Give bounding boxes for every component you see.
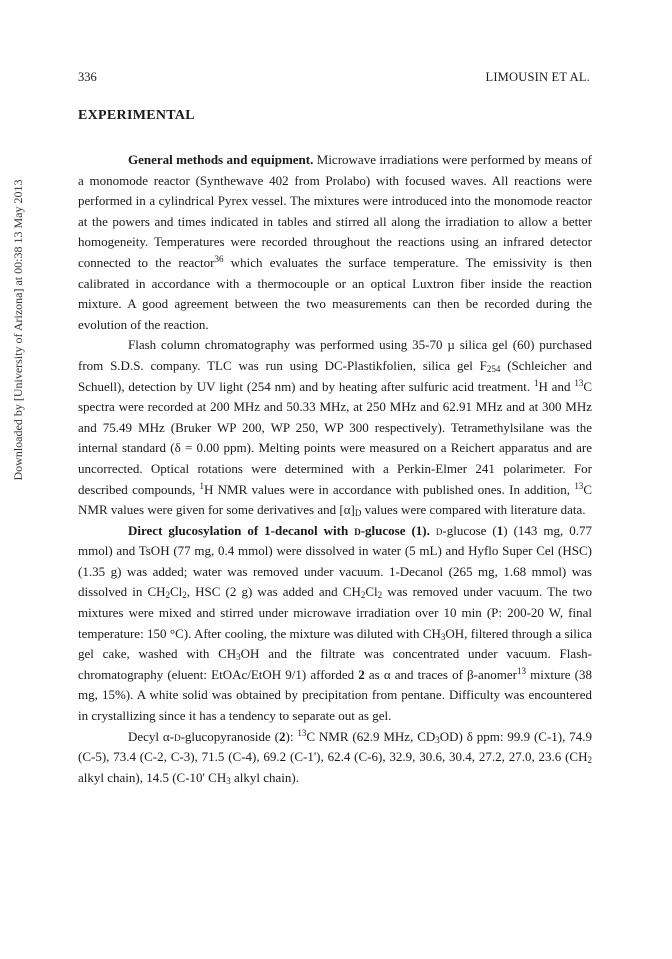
paragraph-glucosylation: Direct glucosylation of 1-decanol with d-glucose (1). d-glucose (1) (143 mg, 0.77 mmol) and TsOH (77 mg, 0.4 mmol) were dissolved in water (5 mL) and Hyflo Super Cel (HSC) (1.35 g) was added; water was removed under vacuum. 1-Decanol (265 mg, 1.68 mmol) was dissolved in $CH_2Cl_2$, HSC (2 g) was added and $CH_2Cl_2$ was removed under vacuum. The two mixtures were mixed and stirred under microwave irradiation over 10 min (P: 200-20 W, final temperature: 150 °C). After cooling, the mixture was diluted with $CH_3OH$, filtered through a silica gel cake, washed with $CH_3OH$ and the filtrate was concentrated under vacuum. Flash-chromatography (eluent: EtOAc/EtOH 9/1) afforded 2 as α and traces of β-anomer$^{13}$ mixture (38 mg, 15%). A white solid was obtained by precipitation from pentane. Difficulty was encountered in crystallizing since it has a tendency to separate out as gel. — [78, 522, 593, 724]
article-body — [78, 150, 592, 788]
paragraph-chromatography: Flash column chromatography was performed using 35-70 µ silica gel (60) purchased from S.D.S. company. TLC was run using DC-Plastikfolien, silica gel $F_{254}$ (Schleicher and Schuell), detection by UV light (254 nm) and by heating after sulfuric acid treatment. $^1$H and $^{13}$C spectra were recorded at 200 MHz and 50.33 MHz, at 250 MHz and 62.91 MHz and at 300 MHz and 75.49 MHz (Bruker WP 200, WP 250, WP 300 respectively). Tetramethylsilane was the internal standard (δ = 0.00 ppm). Melting points were measured on a Reichert apparatus and are uncorrected. Optical rotations were determined with a Perkin-Elmer 241 polarimeter. For described compounds, $^1$H NMR values were in accordance with published ones. In addition, $^{13}$C NMR values were given for some derivatives and $[\alpha]_D$ values were compared with literature data. — [78, 337, 592, 519]
page-number: 336 — [78, 70, 97, 84]
paragraph-compound-data: Decyl α-d-glucopyranoside (2): $^{13}$C NMR (62.9 MHz, $CD_3OD$) δ ppm: 99.9 (C-1), 74.9 (C-5), 73.4 (C-2, C-3), 71.5 (C-4), 69.2 (C-1'), 62.4 (C-6), 32.9, 30.6, 30.4, 27.2, 27.0, 23.6 ($CH_2$ alkyl chain), 14.5 (C-10' $CH_3$ alkyl chain). — [78, 727, 592, 786]
running-head: LIMOUSIN ET AL. — [485, 70, 590, 84]
section-title: EXPERIMENTAL — [78, 108, 195, 123]
page-header — [78, 70, 590, 86]
runin-heading: General methods and equipment. — [128, 152, 314, 167]
paragraph-general-methods: General methods and equipment. Microwave irradiations were performed by means of a monomode reactor (Synthewave 402 from Prolabo) with focused waves. All reactions were performed in a cylindrical Pyrex vessel. The mixtures were introduced into the monomode reactor at the powers and times indicated in tables and stirred all along the irradiation to allow a better homogeneity. Temperatures were recorded throughout the reactions using an infrared detector connected to the reactor$^{36}$ which evaluates the surface temperature. The emissivity is then calibrated in accordance with a thermocouple or an optical Luxtron fiber inside the reaction mixture. A good agreement between the two measurements can then be recorded during the evolution of the reaction. — [78, 152, 593, 332]
reference-marker: 36 — [214, 253, 224, 264]
runin-heading: Direct glucosylation of 1-decanol with d-glucose (1). — [128, 522, 430, 538]
reference-marker: 13 — [516, 665, 526, 676]
download-watermark: Downloaded by [University of Arizona] at 00:38 13 May 2013 — [11, 179, 25, 481]
